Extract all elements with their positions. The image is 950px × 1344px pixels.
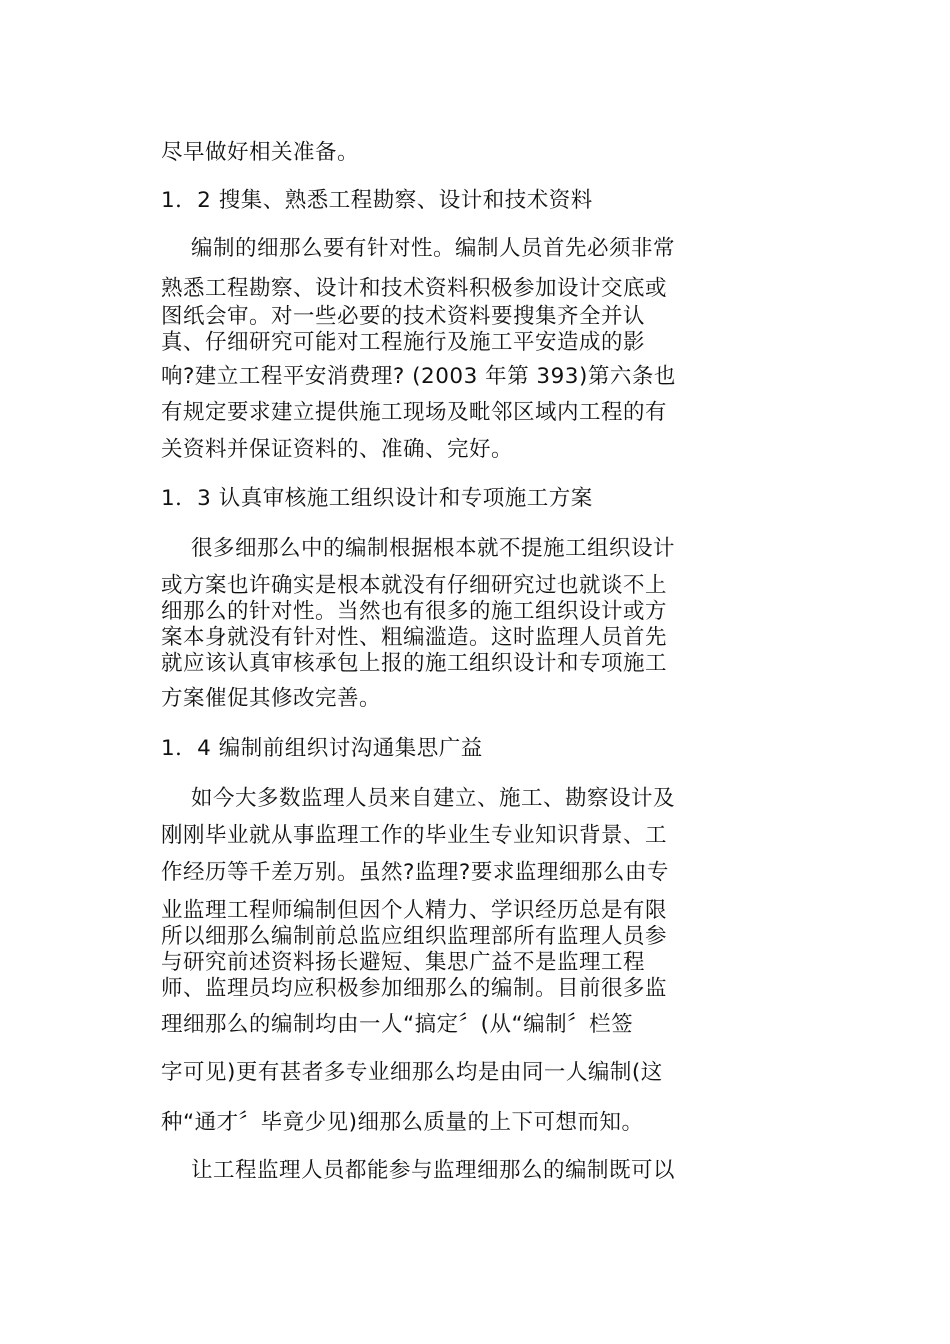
paragraph-line: 师、监理员均应积极参加细那么的编制。目前很多监 (161, 976, 668, 1001)
paragraph-line: 细那么的针对性。当然也有很多的施工组织设计或方 (161, 599, 668, 624)
paragraph-line: 图纸会审。对一些必要的技术资料要搜集齐全并认 (161, 304, 646, 329)
paragraph-line: 或方案也许确实是根本就没有仔细研究过也就谈不上 (161, 573, 668, 598)
paragraph-line: 业监理工程师编制但因个人精力、学识经历总是有限 (161, 898, 668, 923)
paragraph-line: 刚刚毕业就从事监理工作的毕业生专业知识背景、工 (161, 823, 668, 848)
paragraph-line: 方案催促其修改完善。 (161, 686, 382, 711)
paragraph-line: 很多细那么中的编制根据根本就不提施工组织设计 (191, 536, 676, 561)
paragraph-line: 作经历等千差万别。虽然?监理?要求监理细那么由专 (161, 860, 669, 885)
paragraph-line: 字可见)更有甚者多专业细那么均是由同一人编制(这 (161, 1060, 663, 1085)
paragraph-line: 编制的细那么要有针对性。编制人员首先必须非常 (191, 236, 676, 261)
paragraph-line: 就应该认真审核承包上报的施工组织设计和专项施工 (161, 651, 668, 676)
paragraph-line: 理细那么的编制均由一人“搞定〞(从“编制〞栏签 (161, 1012, 634, 1037)
section-heading-1-3: 1．3 认真审核施工组织设计和专项施工方案 (161, 486, 593, 511)
section-heading-1-2: 1．2 搜集、熟悉工程勘察、设计和技术资料 (161, 188, 593, 213)
paragraph-line: 熟悉工程勘察、设计和技术资料积极参加设计交底或 (161, 276, 668, 301)
paragraph-line: 真、仔细研究可能对工程施行及施工平安造成的影 (161, 330, 646, 355)
paragraph-line: 如今大多数监理人员来自建立、施工、勘察设计及 (191, 786, 676, 811)
paragraph-line: 让工程监理人员都能参与监理细那么的编制既可以 (191, 1158, 676, 1183)
paragraph-line: 响?建立工程平安消费理? (2003 年第 393)第六条也 (161, 364, 676, 389)
paragraph-line: 尽早做好相关准备。 (161, 140, 360, 165)
paragraph-line: 关资料并保证资料的、准确、完好。 (161, 437, 514, 462)
paragraph-line: 有规定要求建立提供施工现场及毗邻区域内工程的有 (161, 400, 668, 425)
paragraph-line: 种“通才〞毕竟少见)细那么质量的上下可想而知。 (161, 1110, 644, 1135)
paragraph-line: 所以细那么编制前总监应组织监理部所有监理人员参 (161, 924, 668, 949)
paragraph-line: 案本身就没有针对性、粗编滥造。这时监理人员首先 (161, 625, 668, 650)
paragraph-line: 与研究前述资料扬长避短、集思广益不是监理工程 (161, 950, 646, 975)
section-heading-1-4: 1．4 编制前组织讨沟通集思广益 (161, 736, 483, 761)
